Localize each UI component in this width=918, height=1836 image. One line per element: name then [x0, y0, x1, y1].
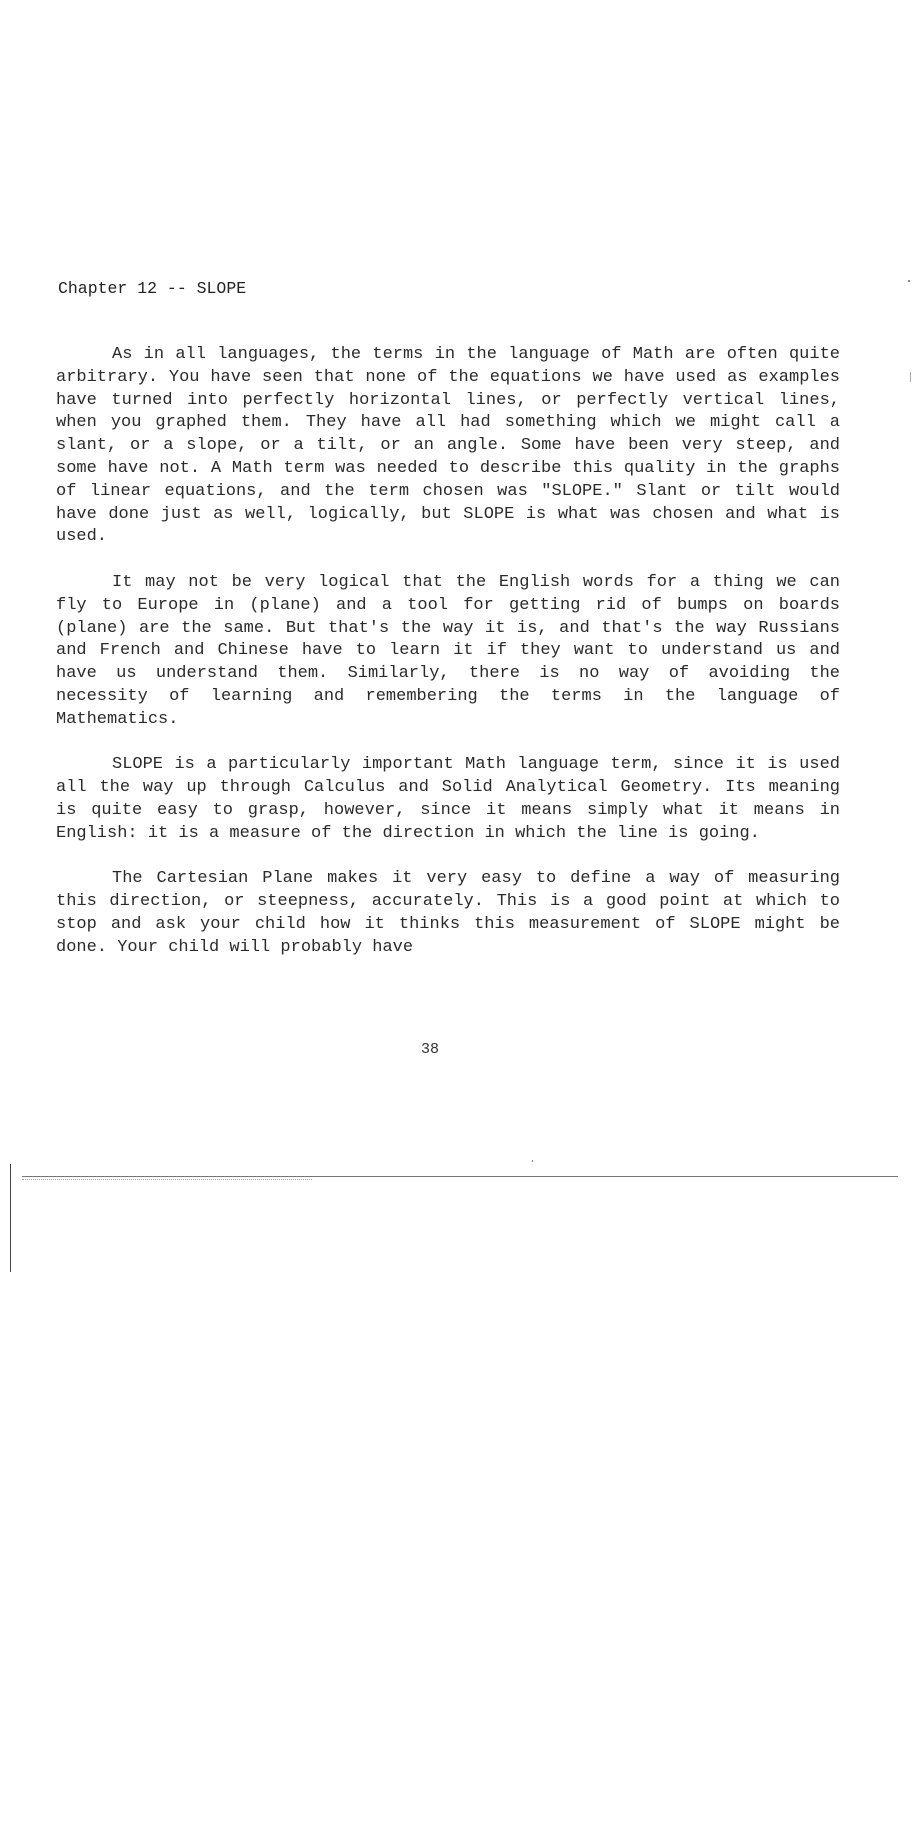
paragraph-4: The Cartesian Plane makes it very easy to define a way of measuring this direction, or steepness, accurately. This is a good point at which to stop and ask your child how it thinks this measurement of SLOPE might be done. Your child will probably have [56, 869, 840, 957]
scan-speck [910, 372, 911, 382]
paragraph-3: SLOPE is a particularly important Math language term, since it is used all the way up through Calculus and Solid Analytical Geometry. Its meaning is quite easy to grasp, however, since it means simply what it means in English: it is a measure of the direction in which the line is going. [56, 755, 840, 843]
scan-speck [532, 1160, 533, 1162]
page-number: 38 [420, 1041, 439, 1058]
paragraph-1: As in all languages, the terms in the language of Math are often quite arbitrary. You have seen that none of the equations we have used as examples have turned into perfectly horizontal lines, or perfectly vertical lines, when you graphed them. They have all had something which we might call a slant, or a slope, or a tilt, or an angle. Some have been very steep, and some have not. A Math term was needed to describe this quality in the graphs of linear equations, and the term chosen was "SLOPE." Slant or tilt would have done just as well, logically, but SLOPE is what was chosen and what is used. [56, 345, 840, 547]
body-text [56, 344, 840, 982]
scan-speck [908, 280, 910, 282]
scan-edge-line [10, 1164, 11, 1272]
scan-rule-line [22, 1176, 898, 1177]
chapter-title: Chapter 12 -- SLOPE [58, 279, 247, 298]
paragraph-2: It may not be very logical that the English words for a thing we can fly to Europe in (plane) and a tool for getting rid of bumps on boards (plane) are the same. But that's the way it is, and that's the way Russians and French and Chinese have to learn it if they want to understand us and have us understand them. Similarly, there is no way of avoiding the necessity of learning and remembering the terms in the language of Mathematics. [56, 572, 840, 729]
scan-rule-line-faint [22, 1179, 312, 1180]
